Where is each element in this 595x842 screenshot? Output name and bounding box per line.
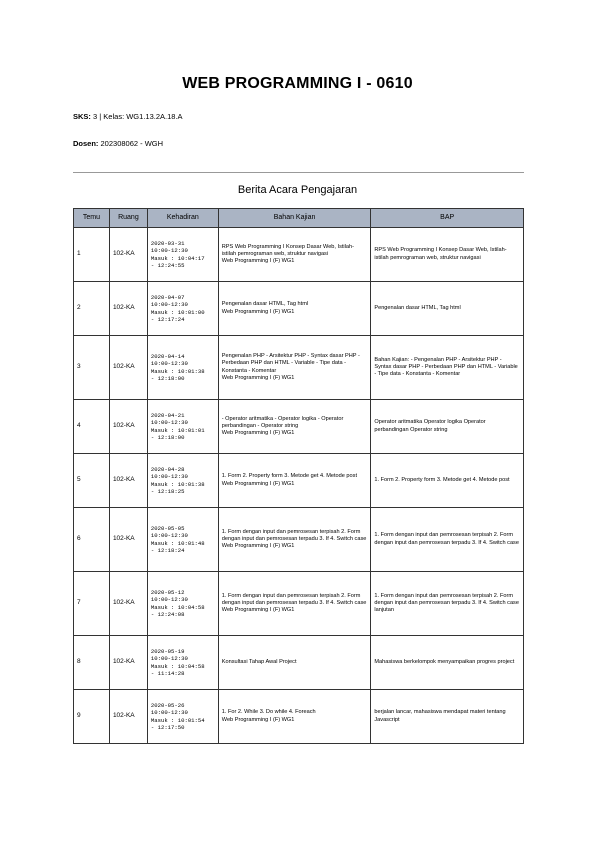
cell-temu: 2 [74, 282, 110, 336]
sks-value: 3 | Kelas: WG1.13.2A.18.A [93, 112, 183, 121]
header-kehadiran: Kehadiran [147, 209, 218, 228]
cell-kehadiran: 2020-03-31 10:00-12:30 Masuk : 10:04:17 - 12:24:55 [147, 228, 218, 282]
document-title: WEB PROGRAMMING I - 0610 [182, 75, 413, 92]
cell-kehadiran: 2020-05-05 10:00-12:30 Masuk : 10:01:48 - 12:18:24 [147, 508, 218, 572]
cell-kehadiran: 2020-05-19 10:00-12:30 Masuk : 10:04:58 - 11:14:28 [147, 636, 218, 690]
cell-bahan-kajian: 1. Form dengan input dan pemrosesan terpisah 2. Form dengan input dan pemrosesan terpadu 3. If 4. Switch case Web Programming I (F) WG1 [218, 508, 371, 572]
cell-kehadiran: 2020-05-26 10:00-12:30 Masuk : 10:01:54 - 12:17:50 [147, 690, 218, 744]
cell-ruang: 102-KA [109, 572, 147, 636]
cell-bap: 1. Form 2. Property form 3. Metode get 4. Metode post [371, 454, 524, 508]
cell-temu: 4 [74, 400, 110, 454]
cell-kehadiran: 2020-04-21 10:00-12:30 Masuk : 10:01:01 - 12:18:00 [147, 400, 218, 454]
cell-kehadiran: 2020-05-12 10:00-12:30 Masuk : 10:04:58 - 12:24:08 [147, 572, 218, 636]
sks-kelas-line [73, 112, 183, 121]
header-bap: BAP [371, 209, 524, 228]
cell-ruang: 102-KA [109, 636, 147, 690]
cell-ruang: 102-KA [109, 336, 147, 400]
cell-bahan-kajian: Pengenalan PHP - Arsitektur PHP - Syntax dasar PHP - Perbedaan PHP dan HTML - Variable - Tipe data - Konstanta - Komentar Web Programming I (F) WG1 [218, 336, 371, 400]
dosen-value: 202308062 - WGH [100, 139, 164, 148]
cell-temu: 8 [74, 636, 110, 690]
table-row [74, 572, 524, 636]
cell-bap: 1. Form dengan input dan pemrosesan terpisah 2. Form dengan input dan pemrosesan terpadu 3. If 4. Switch case lanjutan [371, 572, 524, 636]
cell-bahan-kajian: - Operator aritmatika - Operator logika - Operator perbandingan - Operator string Web Programming I (F) WG1 [218, 400, 371, 454]
cell-temu: 3 [74, 336, 110, 400]
cell-kehadiran: 2020-04-14 10:00-12:30 Masuk : 10:01:38 - 12:18:00 [147, 336, 218, 400]
cell-ruang: 102-KA [109, 690, 147, 744]
cell-bap: Operator aritmatika Operator logika Operator perbandingan Operator string [371, 400, 524, 454]
table-row [74, 508, 524, 572]
table-row [74, 336, 524, 400]
cell-bahan-kajian: 1. Form dengan input dan pemrosesan terpisah 2. Form dengan input dan pemrosesan terpadu 3. If 4. Switch case Web Programming I (F) WG1 [218, 572, 371, 636]
table-row [74, 636, 524, 690]
bap-table [73, 208, 524, 744]
table-body [74, 228, 524, 744]
header-temu: Temu [74, 209, 110, 228]
sks-label: SKS: [73, 112, 91, 121]
cell-temu: 5 [74, 454, 110, 508]
cell-ruang: 102-KA [109, 454, 147, 508]
table-row [74, 228, 524, 282]
cell-bap: Pengenalan dasar HTML, Tag html [371, 282, 524, 336]
cell-bahan-kajian: Pengenalan dasar HTML, Tag html Web Programming I (F) WG1 [218, 282, 371, 336]
cell-ruang: 102-KA [109, 282, 147, 336]
cell-bahan-kajian: 1. For 2. While 3. Do while 4. Foreach Web Programming I (F) WG1 [218, 690, 371, 744]
cell-temu: 6 [74, 508, 110, 572]
cell-bahan-kajian: RPS Web Programming I Konsep Dasar Web, Istilah-istilah pemrograman web, struktur navigasi Web Programming I (F) WG1 [218, 228, 371, 282]
cell-bahan-kajian: Konsultasi Tahap Awal Project [218, 636, 371, 690]
table-row [74, 690, 524, 744]
cell-bap: Bahan Kajian: - Pengenalan PHP - Arsitektur PHP - Syntax dasar PHP - Perbedaan PHP dan HTML - Variable - Tipe data - Konstanta - Komentar [371, 336, 524, 400]
cell-temu: 7 [74, 572, 110, 636]
table-row [74, 282, 524, 336]
dosen-label: Dosen: [73, 139, 99, 148]
divider [73, 172, 524, 173]
table-header-row [74, 209, 524, 228]
table-row [74, 454, 524, 508]
table-row [74, 400, 524, 454]
cell-temu: 1 [74, 228, 110, 282]
dosen-line [73, 139, 163, 148]
cell-ruang: 102-KA [109, 400, 147, 454]
cell-temu: 9 [74, 690, 110, 744]
cell-ruang: 102-KA [109, 228, 147, 282]
cell-bap: 1. Form dengan input dan pemrosesan terpisah 2. Form dengan input dan pemrosesan terpadu 3. If 4. Switch case [371, 508, 524, 572]
cell-bap: RPS Web Programming I Konsep Dasar Web, Istilah-istilah pemrograman web, struktur navigasi [371, 228, 524, 282]
cell-bap: Mahasiswa berkelompok menyampaikan progres project [371, 636, 524, 690]
cell-kehadiran: 2020-04-07 10:00-12:30 Masuk : 10:01:00 - 12:17:24 [147, 282, 218, 336]
header-bahan-kajian: Bahan Kajian [218, 209, 371, 228]
cell-ruang: 102-KA [109, 508, 147, 572]
cell-bahan-kajian: 1. Form 2. Property form 3. Metode get 4. Metode post Web Programming I (F) WG1 [218, 454, 371, 508]
header-ruang: Ruang [109, 209, 147, 228]
cell-kehadiran: 2020-04-28 10:00-12:30 Masuk : 10:01:38 - 12:18:25 [147, 454, 218, 508]
section-title: Berita Acara Pengajaran [237, 184, 358, 196]
cell-bap: berjalan lancar, mahasiswa mendapat materi tentang Javascript [371, 690, 524, 744]
